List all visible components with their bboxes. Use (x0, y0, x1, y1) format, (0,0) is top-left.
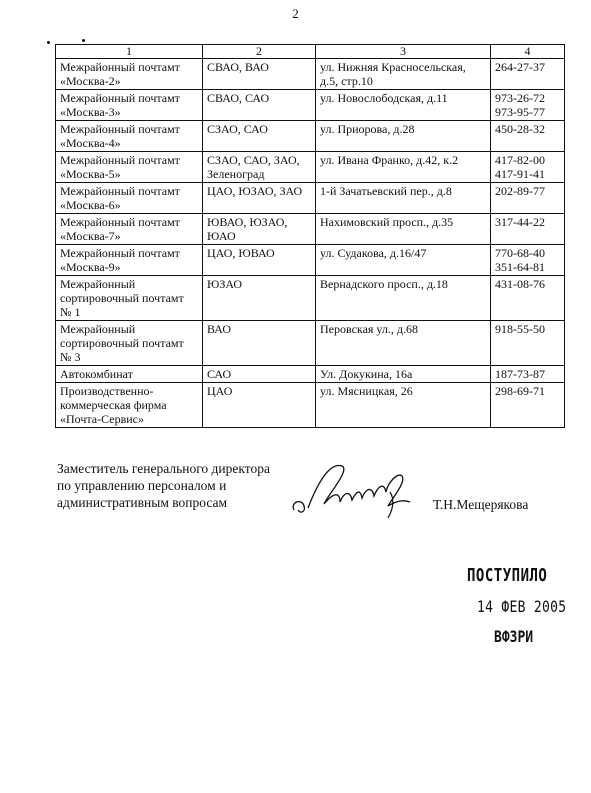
phone-cell-line: 973-26-72 (495, 91, 545, 105)
phone-cell-line: 770-68-40 (495, 246, 545, 260)
phone-cell-line: 417-91-41 (495, 167, 545, 181)
post-offices-table (55, 44, 565, 428)
phone-cell (491, 321, 565, 366)
phone-cell (491, 366, 565, 383)
office-name-cell-line: «Москва-7» (60, 229, 121, 243)
districts-cell (203, 152, 316, 183)
scan-mark (82, 39, 85, 42)
table-row (56, 366, 565, 383)
office-name-cell (56, 366, 203, 383)
received-stamp-department: ВФЗРИ (494, 628, 534, 647)
office-name-cell-line: сортировочный почтамт (60, 291, 184, 305)
table-row (56, 245, 565, 276)
address-cell (316, 383, 491, 428)
office-name-cell (56, 90, 203, 121)
phone-cell-line: 450-28-32 (495, 122, 545, 136)
received-stamp-title: ПОСТУПИЛО (467, 566, 548, 586)
districts-cell (203, 90, 316, 121)
address-cell (316, 152, 491, 183)
districts-cell (203, 214, 316, 245)
table-row (56, 59, 565, 90)
office-name-cell-line: Межрайонный почтамт (60, 215, 180, 229)
office-name-cell-line: «Москва-3» (60, 105, 121, 119)
phone-cell (491, 214, 565, 245)
office-name-cell-line: № 1 (60, 305, 81, 319)
address-cell-line: д.5, стр.10 (320, 74, 373, 88)
districts-cell-line: СВАО, САО (207, 91, 270, 105)
address-cell (316, 245, 491, 276)
table-row (56, 121, 565, 152)
address-cell-line: ул. Новослободская, д.11 (320, 91, 448, 105)
address-cell-line: Перовская ул., д.68 (320, 322, 418, 336)
column-header: 1 (56, 45, 203, 59)
office-name-cell-line: коммерческая фирма (60, 398, 167, 412)
phone-cell (491, 276, 565, 321)
districts-cell-line: Зеленоград (207, 167, 265, 181)
districts-cell (203, 183, 316, 214)
address-cell (316, 276, 491, 321)
office-name-cell (56, 152, 203, 183)
address-cell (316, 90, 491, 121)
office-name-cell-line: «Москва-2» (60, 74, 121, 88)
districts-cell-line: ЦАО, ЮЗАО, ЗАО (207, 184, 303, 198)
districts-cell (203, 383, 316, 428)
office-name-cell-line: Автокомбинат (60, 367, 133, 381)
address-cell (316, 121, 491, 152)
districts-cell-line: ВАО (207, 322, 231, 336)
districts-cell (203, 121, 316, 152)
address-cell (316, 59, 491, 90)
office-name-cell (56, 121, 203, 152)
phone-cell-line: 202-89-77 (495, 184, 545, 198)
handwritten-signature (290, 452, 420, 522)
office-name-cell (56, 214, 203, 245)
office-name-cell-line: Межрайонный почтамт (60, 122, 180, 136)
office-name-cell (56, 276, 203, 321)
phone-cell-line: 918-55-50 (495, 322, 545, 336)
office-name-cell-line: Межрайонный почтамт (60, 60, 180, 74)
phone-cell-line: 431-08-76 (495, 277, 545, 291)
address-cell-line: Нахимовский просп., д.35 (320, 215, 454, 229)
address-cell-line: ул. Ивана Франко, д.42, к.2 (320, 153, 459, 167)
column-header: 3 (316, 45, 491, 59)
table-row (56, 321, 565, 366)
phone-cell-line: 417-82-00 (495, 153, 545, 167)
table-row (56, 214, 565, 245)
office-name-cell (56, 59, 203, 90)
received-stamp-date: 14 ФЕВ 2005 (477, 598, 567, 617)
office-name-cell-line: сортировочный почтамт (60, 336, 184, 350)
office-name-cell (56, 245, 203, 276)
address-cell (316, 183, 491, 214)
table-row (56, 276, 565, 321)
table-row (56, 152, 565, 183)
phone-cell-line: 187-73-87 (495, 367, 545, 381)
districts-cell-line: ЮАО (207, 229, 236, 243)
phone-cell-line: 264-27-37 (495, 60, 545, 74)
phone-cell (491, 383, 565, 428)
office-name-cell-line: «Москва-6» (60, 198, 121, 212)
districts-cell-line: СЗАО, САО, ЗАО, (207, 153, 300, 167)
phone-cell (491, 183, 565, 214)
page-number: 2 (292, 6, 299, 21)
signature-block (57, 460, 270, 511)
phone-cell (491, 152, 565, 183)
districts-cell-line: СЗАО, САО (207, 122, 268, 136)
districts-cell (203, 366, 316, 383)
office-name-cell (56, 321, 203, 366)
table-row (56, 90, 565, 121)
phone-cell (491, 59, 565, 90)
address-cell (316, 366, 491, 383)
office-name-cell-line: «Москва-4» (60, 136, 121, 150)
address-cell-line: 1-й Зачатьевский пер., д.8 (320, 184, 452, 198)
address-cell-line: ул. Мясницкая, 26 (320, 384, 413, 398)
column-header: 2 (203, 45, 316, 59)
address-cell-line: ул. Нижняя Красносельская, (320, 60, 466, 74)
phone-cell (491, 121, 565, 152)
office-name-cell-line: Межрайонный (60, 322, 136, 336)
districts-cell-line: ЮВАО, ЮЗАО, (207, 215, 288, 229)
table-header-row (56, 45, 565, 59)
office-name-cell-line: Производственно- (60, 384, 154, 398)
districts-cell-line: САО (207, 367, 232, 381)
phone-cell (491, 90, 565, 121)
address-cell (316, 214, 491, 245)
table-row (56, 383, 565, 428)
districts-cell (203, 276, 316, 321)
address-cell (316, 321, 491, 366)
signer-position-line: административным вопросам (57, 495, 228, 510)
districts-cell (203, 321, 316, 366)
address-cell-line: Вернадского просп., д.18 (320, 277, 448, 291)
column-header: 4 (491, 45, 565, 59)
districts-cell-line: ЮЗАО (207, 277, 243, 291)
districts-cell-line: ЦАО (207, 384, 233, 398)
office-name-cell-line: Межрайонный почтамт (60, 184, 180, 198)
office-name-cell-line: «Москва-9» (60, 260, 121, 274)
office-name-cell-line: «Почта-Сервис» (60, 412, 144, 426)
address-cell-line: ул. Приорова, д.28 (320, 122, 415, 136)
address-cell-line: Ул. Докукина, 16а (320, 367, 413, 381)
office-name-cell-line: № 3 (60, 350, 81, 364)
office-name-cell-line: «Москва-5» (60, 167, 121, 181)
districts-cell (203, 59, 316, 90)
scan-mark (47, 41, 50, 44)
districts-cell (203, 245, 316, 276)
office-name-cell (56, 183, 203, 214)
office-name-cell-line: Межрайонный почтамт (60, 153, 180, 167)
phone-cell (491, 245, 565, 276)
office-name-cell (56, 383, 203, 428)
signer-position-line: по управлению персоналом и (57, 478, 227, 493)
signer-position-line: Заместитель генерального директора (57, 461, 270, 476)
districts-cell-line: ЦАО, ЮВАО (207, 246, 275, 260)
phone-cell-line: 973-95-77 (495, 105, 545, 119)
office-name-cell-line: Межрайонный почтамт (60, 246, 180, 260)
districts-cell-line: СВАО, ВАО (207, 60, 269, 74)
signer-name: Т.Н.Мещерякова (433, 497, 529, 512)
office-name-cell-line: Межрайонный (60, 277, 136, 291)
phone-cell-line: 351-64-81 (495, 260, 545, 274)
table-row (56, 183, 565, 214)
phone-cell-line: 317-44-22 (495, 215, 545, 229)
phone-cell-line: 298-69-71 (495, 384, 545, 398)
office-name-cell-line: Межрайонный почтамт (60, 91, 180, 105)
address-cell-line: ул. Судакова, д.16/47 (320, 246, 427, 260)
